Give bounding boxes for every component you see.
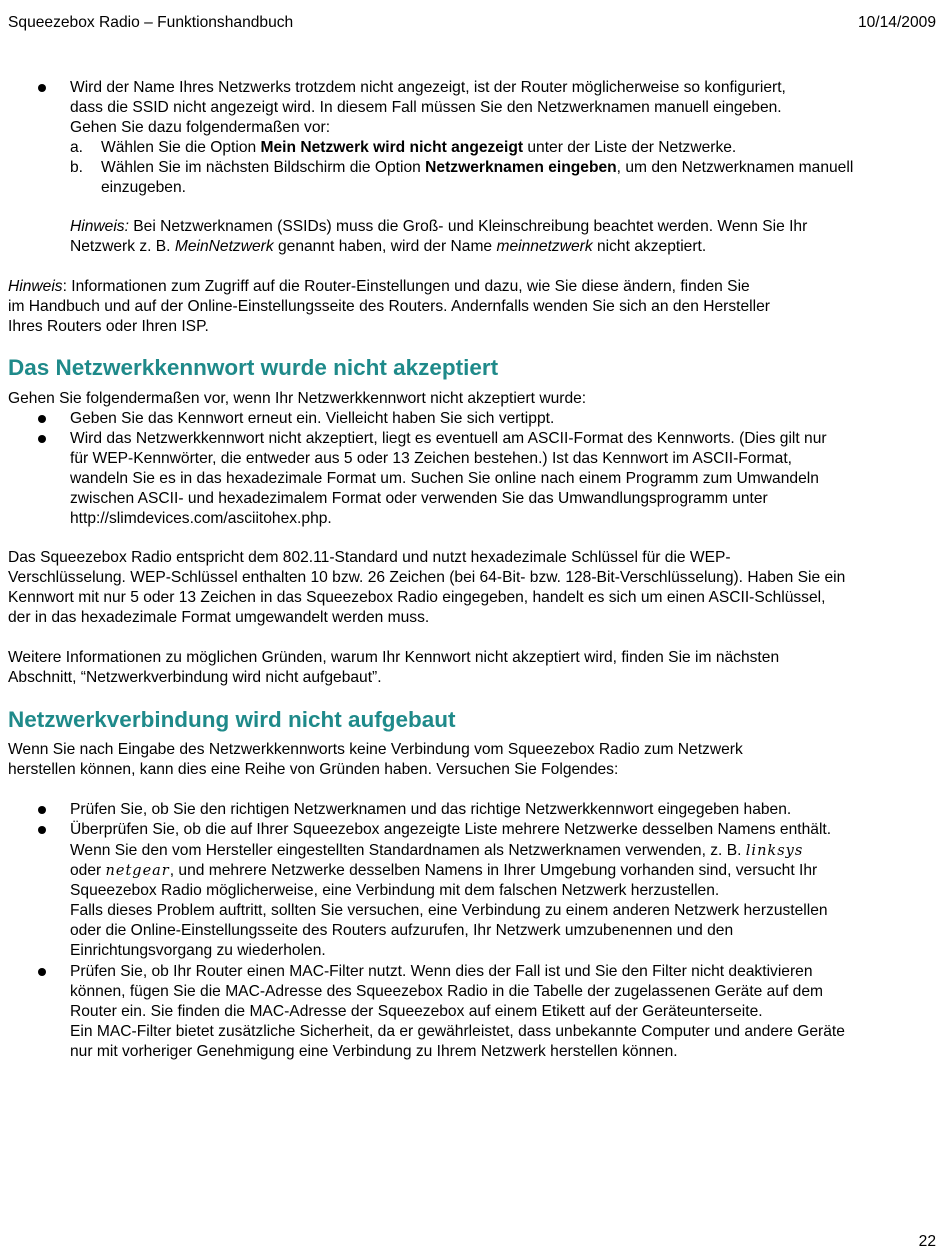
example-name: MeinNetzwerk bbox=[174, 238, 274, 255]
text-line: Ihres Routers oder Ihren ISP. bbox=[8, 318, 209, 335]
text-line: Falls dieses Problem auftritt, sollten Sie versuchen, eine Verbindung zu einem anderen Netzwerk herzustellen bbox=[70, 902, 828, 919]
note-text: nicht akzeptiert. bbox=[592, 238, 707, 255]
step-marker: a. bbox=[70, 139, 84, 156]
option-name: Mein Netzwerk wird nicht angezeigt bbox=[260, 139, 524, 156]
step-a bbox=[101, 138, 736, 158]
text-line: Prüfen Sie, ob Ihr Router einen MAC-Filter nutzt. Wenn dies der Fall ist und Sie den Filter nicht deaktivieren bbox=[70, 963, 813, 980]
document-date: 10/14/2009 bbox=[857, 14, 936, 31]
text-line: können, fügen Sie die MAC-Adresse des Squeezebox Radio in die Tabelle der zugelassenen Geräte auf dem bbox=[70, 983, 824, 1000]
document-title: Squeezebox Radio – Funktionshandbuch bbox=[8, 14, 294, 31]
note-text: Netzwerk z. B. bbox=[70, 238, 175, 255]
text-line: Verschlüsselung. WEP-Schlüssel enthalten 10 bzw. 26 Zeichen (bei 64-Bit- bzw. 128-Bit-Verschlüsselung). Haben Sie ein bbox=[8, 569, 846, 586]
text-line: Prüfen Sie, ob Sie den richtigen Netzwerknamen und das richtige Netzwerkkennwort eingegeben haben. bbox=[70, 801, 792, 818]
text-line: Einrichtungsvorgang zu wiederholen. bbox=[70, 942, 326, 959]
note-text: genannt haben, wird der Name bbox=[273, 238, 497, 255]
url-text: http://slimdevices.com/asciitohex.php. bbox=[70, 510, 332, 527]
section-heading: Netzwerkverbindung wird nicht aufgebaut bbox=[8, 707, 456, 732]
text-line: Überprüfen Sie, ob die auf Ihrer Squeezebox angezeigte Liste mehrere Netzwerke desselben Namens enthält. bbox=[70, 821, 832, 838]
text-line: Squeezebox Radio möglicherweise, eine Verbindung mit dem falschen Netzwerk herzustellen. bbox=[70, 882, 720, 899]
example-name: meinnetzwerk bbox=[496, 238, 593, 255]
note-line bbox=[70, 237, 706, 257]
note-text: : Informationen zum Zugriff auf die Router-Einstellungen und dazu, wie Sie diese ändern, finden Sie bbox=[62, 278, 750, 295]
step-a-text: Wählen Sie die Option bbox=[101, 139, 261, 156]
note-label: Hinweis bbox=[8, 278, 63, 295]
text-line: Wird das Netzwerkkennwort nicht akzeptiert, liegt es eventuell am ASCII-Format des Kennworts. (Dies gilt nur bbox=[70, 430, 827, 447]
text-line: Abschnitt, “Netzwerkverbindung wird nicht aufgebaut”. bbox=[8, 669, 382, 686]
text-line: nur mit vorheriger Genehmigung eine Verbindung zu Ihrem Netzwerk herstellen können. bbox=[70, 1043, 678, 1060]
text-line: oder die Online-Einstellungsseite des Routers aufzurufen, Ihr Netzwerk umzubenennen und den bbox=[70, 922, 734, 939]
bullet-icon bbox=[38, 826, 46, 834]
text-line: wandeln Sie es in das hexadezimale Format um. Suchen Sie online nach einem Programm zum Umwandeln bbox=[70, 470, 819, 487]
step-b-text: , um den Netzwerknamen manuell bbox=[616, 159, 854, 176]
note-text: Bei Netzwerknamen (SSIDs) muss die Groß- und Kleinschreibung beachtet werden. Wenn Sie Ihr bbox=[128, 218, 808, 235]
text-line bbox=[70, 841, 803, 861]
text-run: Wenn Sie den vom Hersteller eingestellten Standardnamen als Netzwerknamen verwenden, z. B. bbox=[70, 842, 746, 859]
page-number: 22 bbox=[918, 1233, 936, 1250]
network-name: netgear bbox=[105, 863, 170, 879]
note-line bbox=[8, 277, 750, 297]
note-label: Hinweis: bbox=[70, 218, 129, 235]
text-line: Router ein. Sie finden die MAC-Adresse der Squeezebox auf einem Etikett auf der Geräteunterseite. bbox=[70, 1003, 763, 1020]
text-line: Kennwort mit nur 5 oder 13 Zeichen in das Squeezebox Radio eingegeben, handelt es sich um einen ASCII-Schlüssel, bbox=[8, 589, 826, 606]
text-line: zwischen ASCII- und hexadezimalem Format oder verwenden Sie das Umwandlungsprogramm unter bbox=[70, 490, 768, 507]
text-line bbox=[70, 861, 817, 881]
text-line: Wenn Sie nach Eingabe des Netzwerkkennworts keine Verbindung vom Squeezebox Radio zum Netzwerk bbox=[8, 741, 743, 758]
step-b-text: Wählen Sie im nächsten Bildschirm die Option bbox=[101, 159, 426, 176]
bullet-icon bbox=[38, 806, 46, 814]
note-line bbox=[70, 217, 807, 237]
bullet-icon bbox=[38, 415, 46, 423]
option-name: Netzwerknamen eingeben bbox=[425, 159, 617, 176]
text-run: , und mehrere Netzwerke desselben Namens in Ihrer Umgebung vorhanden sind, versucht Ihr bbox=[169, 862, 818, 879]
text-line: Wird der Name Ihres Netzwerks trotzdem nicht angezeigt, ist der Router möglicherweise so konfiguriert, bbox=[70, 79, 786, 96]
text-line: für WEP-Kennwörter, die entweder aus 5 oder 13 Zeichen bestehen.) Ist das Kennwort im ASCII-Format, bbox=[70, 450, 792, 467]
text-line: Das Squeezebox Radio entspricht dem 802.11-Standard und nutzt hexadezimale Schlüssel für die WEP- bbox=[8, 549, 731, 566]
network-name: linksys bbox=[745, 843, 804, 859]
bullet-icon bbox=[38, 435, 46, 443]
section-heading: Das Netzwerkkennwort wurde nicht akzeptiert bbox=[8, 355, 499, 380]
text-line: Gehen Sie dazu folgendermaßen vor: bbox=[70, 119, 331, 136]
text-line: im Handbuch und auf der Online-Einstellungsseite des Routers. Andernfalls wenden Sie sich an den Hersteller bbox=[8, 298, 770, 315]
text-line: Gehen Sie folgendermaßen vor, wenn Ihr Netzwerkkennwort nicht akzeptiert wurde: bbox=[8, 390, 587, 407]
text-line: Ein MAC-Filter bietet zusätzliche Sicherheit, da er gewährleistet, dass unbekannte Computer und andere Geräte bbox=[70, 1023, 845, 1040]
text-line: Weitere Informationen zu möglichen Gründen, warum Ihr Kennwort nicht akzeptiert wird, finden Sie im nächsten bbox=[8, 649, 780, 666]
bullet-icon bbox=[38, 84, 46, 92]
text-line: dass die SSID nicht angezeigt wird. In diesem Fall müssen Sie den Netzwerknamen manuell eingeben. bbox=[70, 99, 782, 116]
step-b bbox=[101, 158, 853, 178]
text-line: der in das hexadezimale Format umgewandelt werden muss. bbox=[8, 609, 430, 626]
step-a-text: unter der Liste der Netzwerke. bbox=[523, 139, 737, 156]
text-run: oder bbox=[70, 862, 106, 879]
text-line: einzugeben. bbox=[101, 179, 186, 196]
step-marker: b. bbox=[70, 159, 84, 176]
bullet-icon bbox=[38, 968, 46, 976]
text-line: Geben Sie das Kennwort erneut ein. Vielleicht haben Sie sich vertippt. bbox=[70, 410, 555, 427]
text-line: herstellen können, kann dies eine Reihe von Gründen haben. Versuchen Sie Folgendes: bbox=[8, 761, 619, 778]
